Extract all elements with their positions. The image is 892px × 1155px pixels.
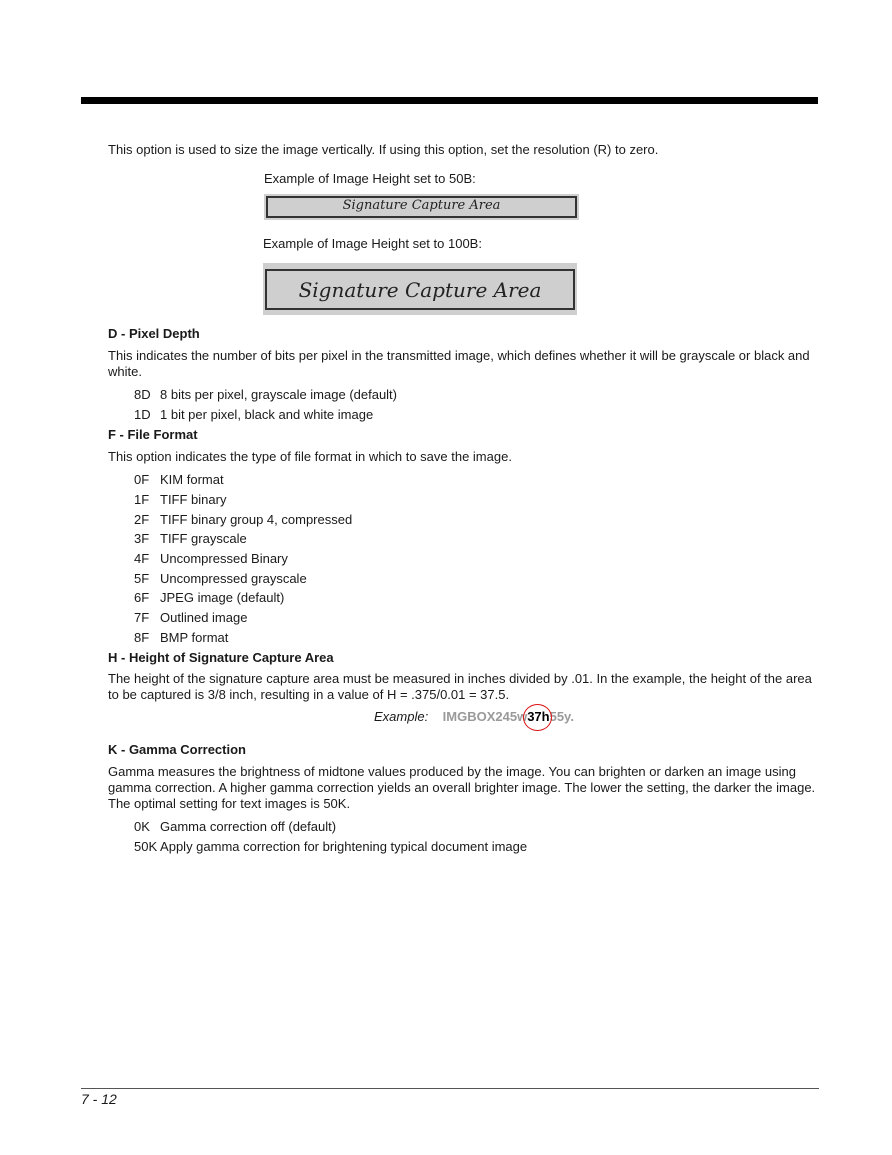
example-label: Example: <box>374 709 429 724</box>
pixel-depth-description: This indicates the number of bits per pixel in the transmitted image, which defines whether it will be grayscale or black and white. <box>108 348 810 379</box>
example-command-prefix: IMGBOX245w <box>442 709 528 724</box>
height-heading: H - Height of Signature Capture Area <box>108 650 334 665</box>
example-100b-caption: Example of Image Height set to 100B: <box>263 236 482 251</box>
intro-text: This option is used to size the image vertically. If using this option, set the resolution (R) to zero. <box>108 142 659 157</box>
pixel-depth-option: 1D 1 bit per pixel, black and white image <box>134 407 374 422</box>
gamma-description: Gamma measures the brightness of midtone values produced by the image. You can brighten or darken an image using gamma correction. A higher gamma correction yields an overall brighter image. The lower the setting, the darker the image. The optimal setting for text images is 50K. <box>108 764 816 811</box>
gamma-heading: K - Gamma Correction <box>108 742 246 757</box>
page-number: 7 - 12 <box>81 1091 117 1107</box>
signature-text-50b: Signature Capture Area <box>342 198 501 213</box>
file-format-option: 3F TIFF grayscale <box>134 531 247 546</box>
example-command-suffix: 55y. <box>549 709 574 724</box>
file-format-heading: F - File Format <box>108 427 198 442</box>
file-format-option: 4F Uncompressed Binary <box>134 551 288 566</box>
gamma-option: 50K Apply gamma correction for brightening typical document image <box>134 839 528 854</box>
highlight-circle <box>523 704 552 731</box>
example-command-highlight: 37h <box>527 709 549 724</box>
example-50b-caption: Example of Image Height set to 50B: <box>264 171 476 186</box>
file-format-option: 0F KIM format <box>134 472 224 487</box>
file-format-description: This option indicates the type of file format in which to save the image. <box>108 449 512 464</box>
signature-image-50b <box>264 194 579 220</box>
file-format-option: 1F TIFF binary <box>134 492 227 507</box>
file-format-option: 8F BMP format <box>134 630 229 645</box>
signature-image-100b <box>263 263 577 315</box>
header-rule <box>81 97 818 104</box>
footer-rule <box>81 1088 819 1089</box>
signature-text-100b: Signature Capture Area <box>298 278 542 302</box>
pixel-depth-option: 8D 8 bits per pixel, grayscale image (default) <box>134 387 398 402</box>
gamma-option: 0K Gamma correction off (default) <box>134 819 337 834</box>
pixel-depth-heading: D - Pixel Depth <box>108 326 200 341</box>
file-format-option: 5F Uncompressed grayscale <box>134 571 307 586</box>
file-format-option: 6F JPEG image (default) <box>134 590 285 605</box>
file-format-option: 2F TIFF binary group 4, compressed <box>134 512 353 527</box>
height-example <box>374 709 574 724</box>
height-description: The height of the signature capture area must be measured in inches divided by .01. In the example, the height of the area to be captured is 3/8 inch, resulting in a value of H = .375/0.01 = 37.5. <box>108 671 812 702</box>
file-format-option: 7F Outlined image <box>134 610 248 625</box>
